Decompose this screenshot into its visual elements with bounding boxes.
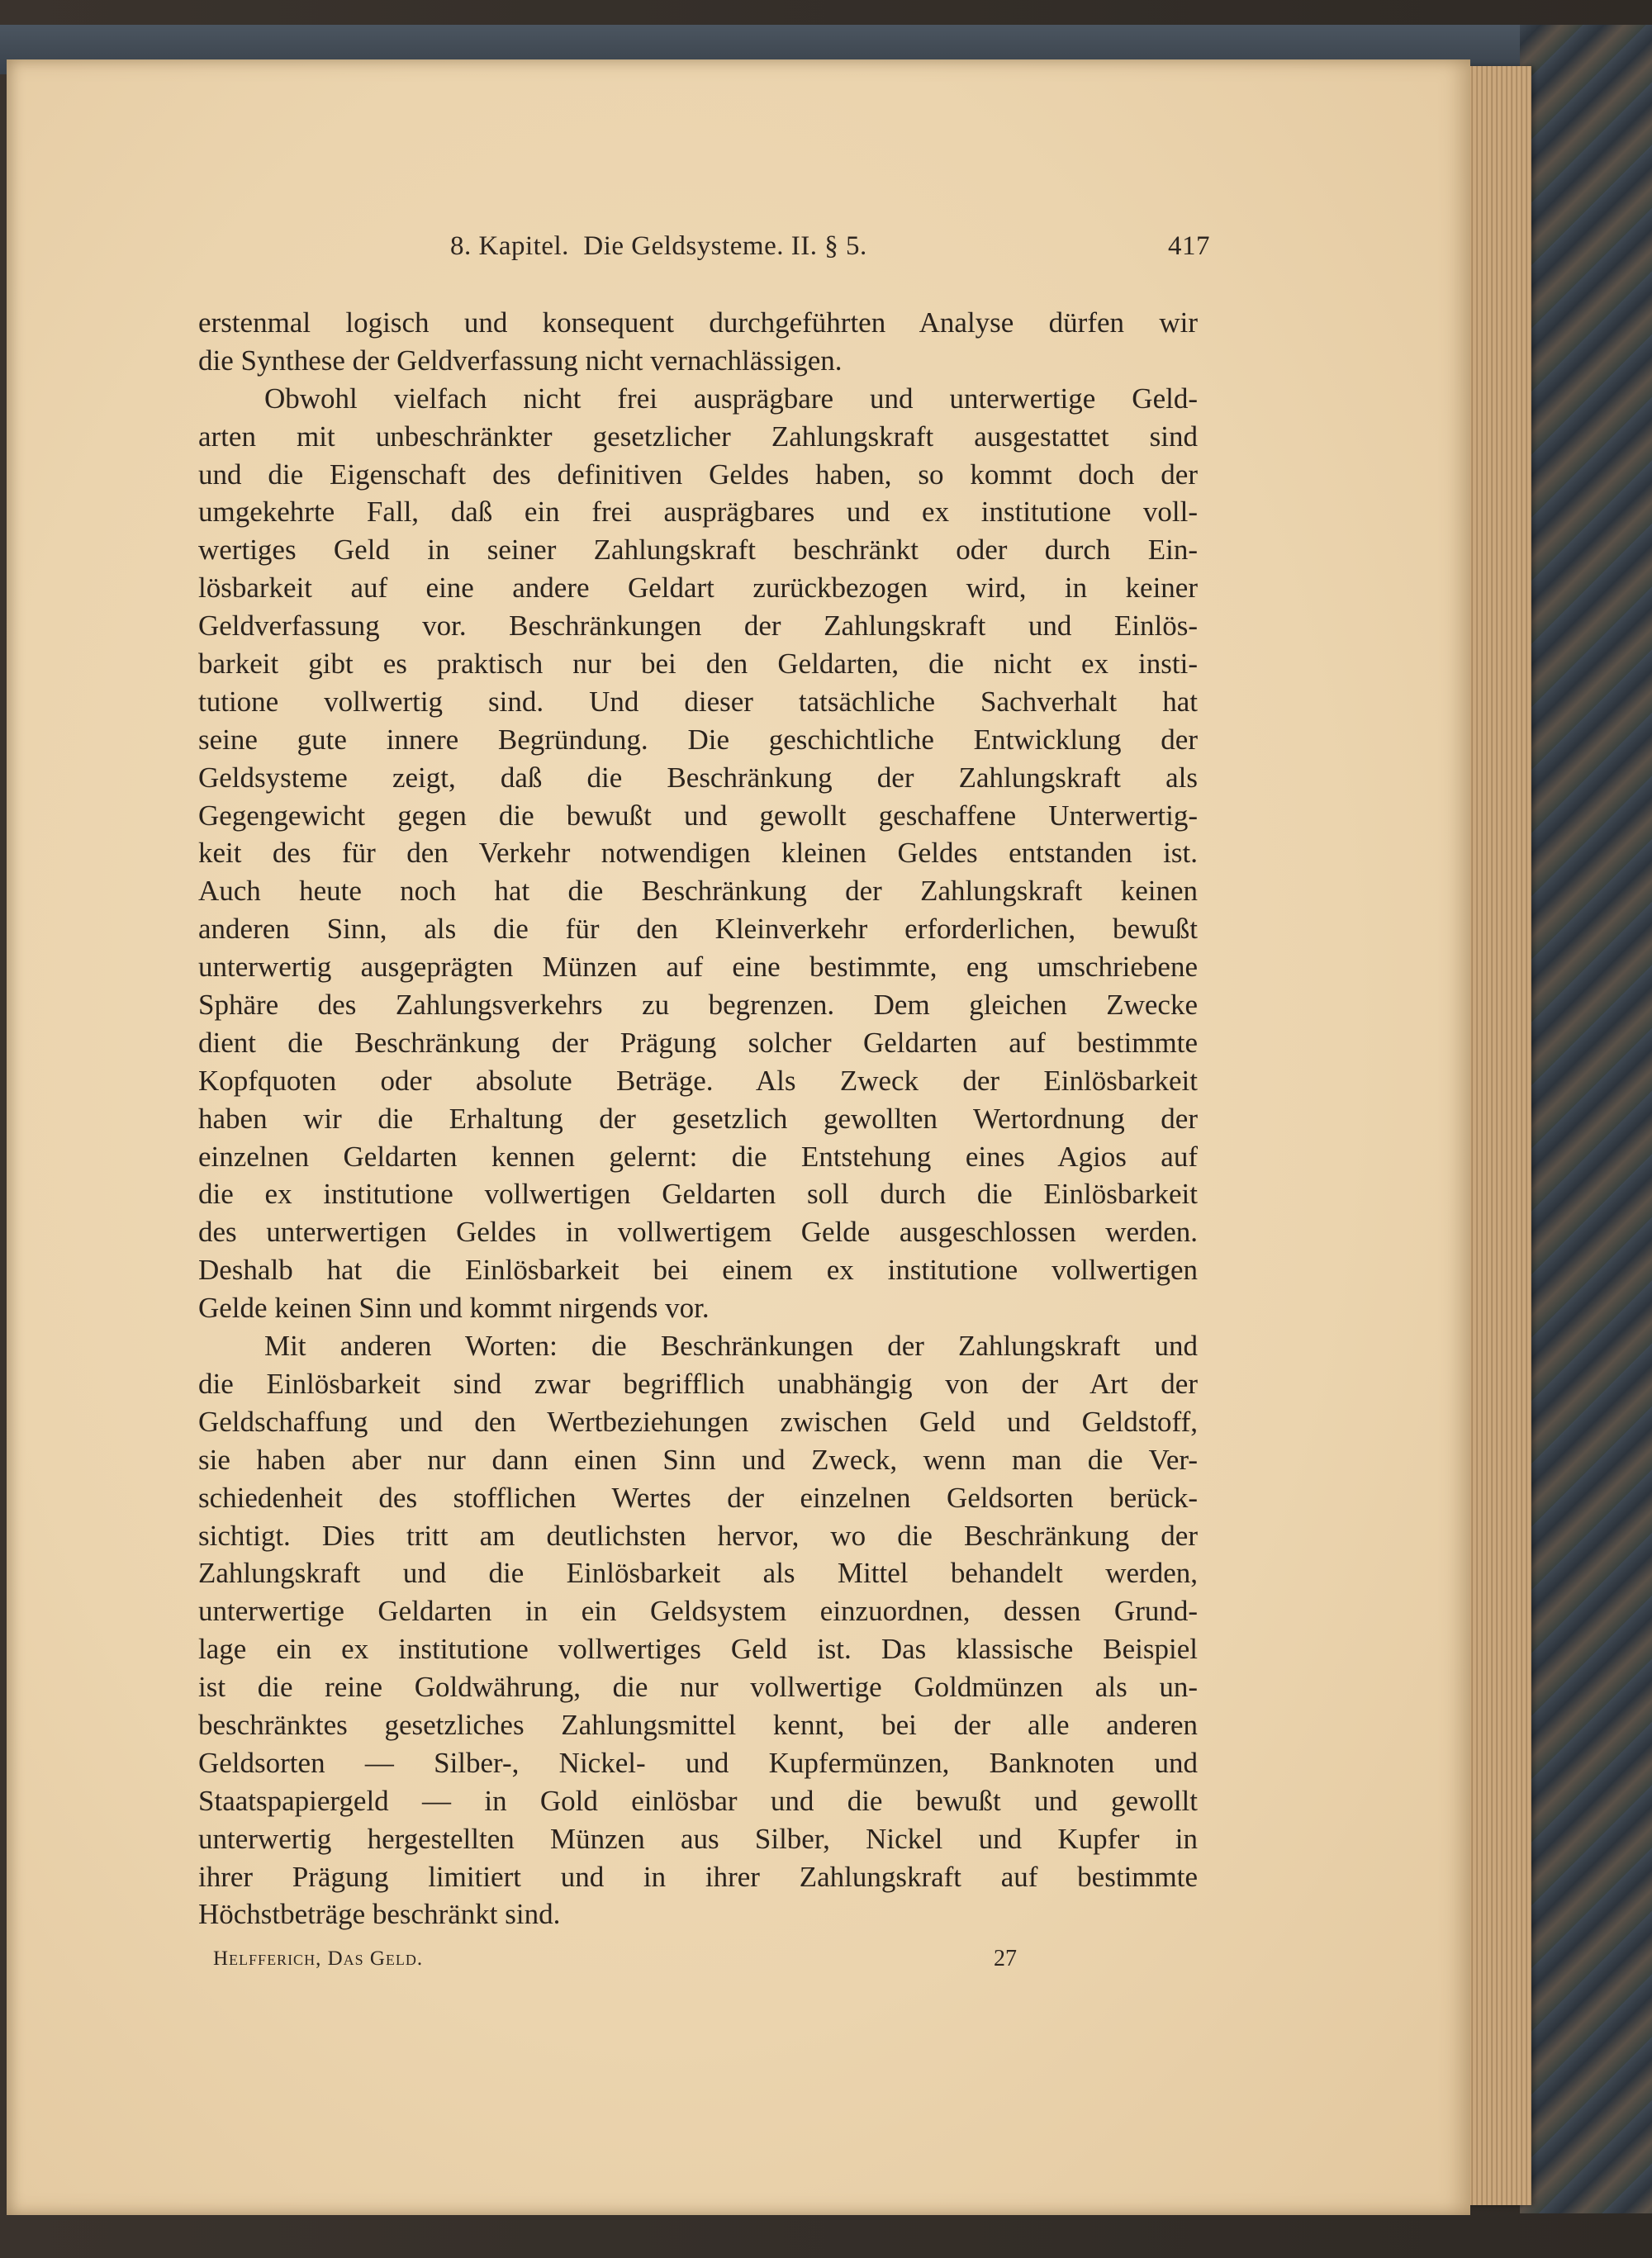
text-line: Deshalb hat die Einlösbarkeit bei einem ex institutione vollwertigen (198, 1254, 1198, 1287)
text-line: Mit anderen Worten: die Beschränkungen der Zahlungskraft und (264, 1330, 1198, 1363)
text-line: unterwertig hergestellten Münzen aus Silber, Nickel und Kupfer in (198, 1822, 1198, 1855)
text-line: arten mit unbeschränkter gesetzlicher Zahlungskraft ausgestattet sind (198, 420, 1198, 453)
text-line: Geldsorten — Silber-, Nickel- und Kupfermünzen, Banknoten und (198, 1746, 1198, 1779)
text-line: wertiges Geld in seiner Zahlungskraft beschränkt oder durch Ein- (198, 534, 1198, 567)
text-line: unterwertige Geldarten in ein Geldsystem einzuordnen, dessen Grund- (198, 1595, 1198, 1628)
text-line: ihrer Prägung limitiert und in ihrer Zahlungskraft auf bestimmte (198, 1860, 1198, 1893)
text-line: schiedenheit des stofflichen Wertes der einzelnen Geldsorten berück- (198, 1481, 1198, 1514)
footer-line (213, 1947, 1039, 1980)
body-text (198, 304, 1198, 1933)
text-line: sichtigt. Dies tritt am deutlichsten hervor, wo die Beschränkung der (198, 1519, 1198, 1552)
text-line: Zahlungskraft und die Einlösbarkeit als Mittel behandelt werden, (198, 1557, 1198, 1590)
signature-mark: 27 (994, 1946, 1017, 1971)
text-line: Geldschaffung und den Wertbeziehungen zwischen Geld und Geldstoff, (198, 1405, 1198, 1438)
text-line: barkeit gibt es praktisch nur bei den Geldarten, die nicht ex insti- (198, 648, 1198, 681)
chapter-heading: 8. Kapitel. Die Geldsysteme. II. § 5. (450, 231, 867, 261)
text-line: Sphäre des Zahlungsverkehrs zu begrenzen. Dem gleichen Zwecke (198, 989, 1198, 1022)
text-line: sie haben aber nur dann einen Sinn und Zweck, wenn man die Ver- (198, 1443, 1198, 1476)
text-line: Staatspapiergeld — in Gold einlösbar und die bewußt und gewollt (198, 1784, 1198, 1817)
page-edges (1464, 66, 1531, 2205)
text-line: tutione vollwertig sind. Und dieser tatsächliche Sachverhalt hat (198, 685, 1198, 718)
text-line: Gelde keinen Sinn und kommt nirgends vor. (198, 1292, 710, 1325)
text-line: Kopfquoten oder absolute Beträge. Als Zweck der Einlösbarkeit (198, 1064, 1198, 1097)
text-line: umgekehrte Fall, daß ein frei ausprägbares und ex institutione voll- (198, 496, 1198, 529)
text-line: beschränktes gesetzliches Zahlungsmittel kennt, bei der alle anderen (198, 1708, 1198, 1741)
text-line: Geldsysteme zeigt, daß die Beschränkung der Zahlungskraft als (198, 761, 1198, 794)
text-line: seine gute innere Begründung. Die geschichtliche Entwicklung der (198, 723, 1198, 756)
text-line: Höchstbeträge beschränkt sind. (198, 1898, 561, 1931)
text-line: einzelnen Geldarten kennen gelernt: die Entstehung eines Agios auf (198, 1140, 1198, 1173)
text-line: die Einlösbarkeit sind zwar begrifflich unabhängig von der Art der (198, 1367, 1198, 1400)
book-cover-marbled (1520, 25, 1652, 2213)
text-line: unterwertig ausgeprägten Münzen auf eine bestimmte, eng umschriebene (198, 951, 1198, 984)
text-line: Obwohl vielfach nicht frei ausprägbare und unterwertige Geld- (264, 382, 1198, 415)
text-line: Gegengewicht gegen die bewußt und gewollt geschaffene Unterwertig- (198, 799, 1198, 832)
running-head (450, 231, 1210, 273)
text-line: erstenmal logisch und konsequent durchgeführten Analyse dürfen wir (198, 306, 1198, 339)
text-line: die Synthese der Geldverfassung nicht vernachlässigen. (198, 344, 843, 377)
text-line: lösbarkeit auf eine andere Geldart zurückbezogen wird, in keiner (198, 572, 1198, 605)
text-line: dient die Beschränkung der Prägung solcher Geldarten auf bestimmte (198, 1026, 1198, 1059)
text-line: Geldverfassung vor. Beschränkungen der Zahlungskraft und Einlös- (198, 610, 1198, 643)
text-line: ist die reine Goldwährung, die nur vollwertige Goldmünzen als un- (198, 1671, 1198, 1704)
text-line: keit des für den Verkehr notwendigen kleinen Geldes entstanden ist. (198, 837, 1198, 870)
footer-author-title: Helfferich, Das Geld. (213, 1947, 424, 1970)
text-line: die ex institutione vollwertigen Geldarten soll durch die Einlösbarkeit (198, 1178, 1198, 1211)
page-number: 417 (1168, 231, 1210, 261)
text-line: Auch heute noch hat die Beschränkung der Zahlungskraft keinen (198, 875, 1198, 908)
text-line: haben wir die Erhaltung der gesetzlich gewollten Wertordnung der (198, 1102, 1198, 1135)
text-line: und die Eigenschaft des definitiven Geldes haben, so kommt doch der (198, 458, 1198, 491)
text-line: lage ein ex institutione vollwertiges Geld ist. Das klassische Beispiel (198, 1633, 1198, 1666)
text-line: anderen Sinn, als die für den Kleinverkehr erforderlichen, bewußt (198, 913, 1198, 946)
text-line: des unterwertigen Geldes in vollwertigem Gelde ausgeschlossen werden. (198, 1216, 1198, 1249)
